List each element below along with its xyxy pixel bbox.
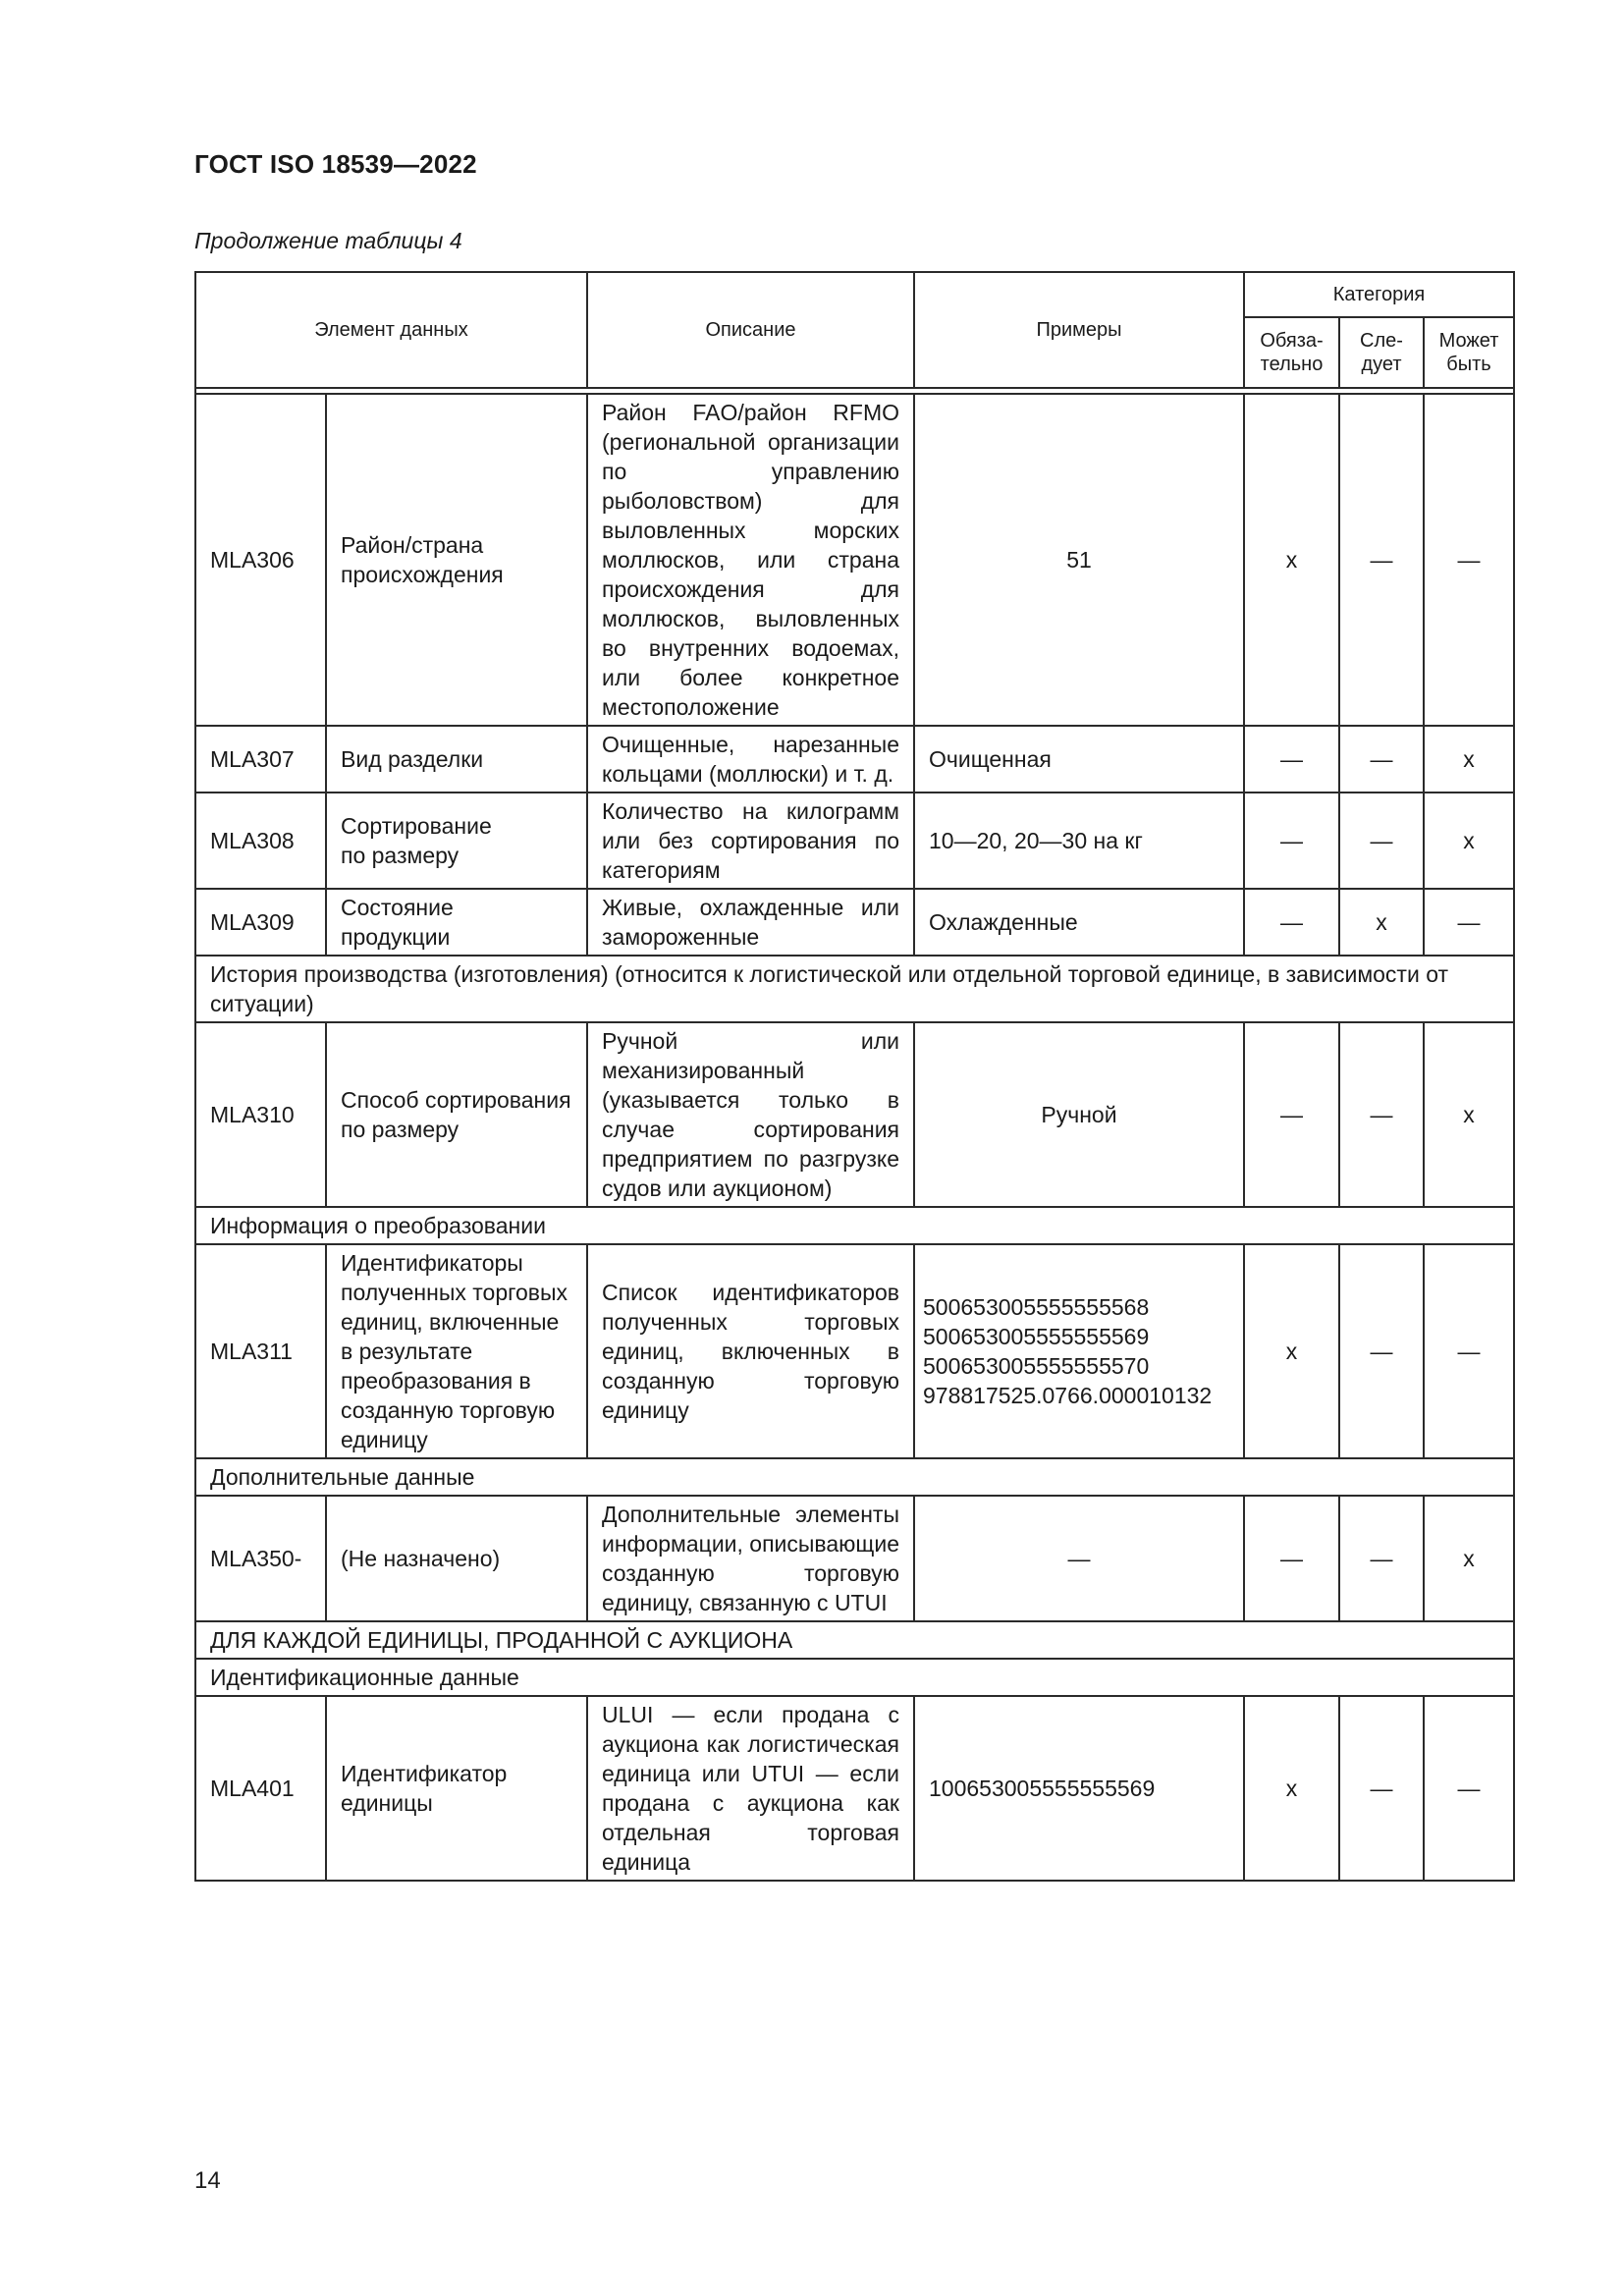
header-description: Описание bbox=[587, 272, 914, 388]
header-examples: Примеры bbox=[914, 272, 1244, 388]
element-code: MLA308 bbox=[195, 793, 326, 889]
section-production-history: История производства (изготовления) (относится к логистической или отдельной торговой единице, в зависимости от ситуации) bbox=[195, 956, 1514, 1022]
element-example: Ручной bbox=[914, 1022, 1244, 1207]
section-row bbox=[195, 1659, 1514, 1696]
element-name: Идентификатор единицы bbox=[326, 1696, 587, 1881]
header-category: Категория bbox=[1244, 272, 1514, 317]
section-row bbox=[195, 1458, 1514, 1496]
element-description: Количество на килограмм или без сортирования по категориям bbox=[587, 793, 914, 889]
element-example: 500653005555555568 500653005555555569 500653005555555570 978817525.0766.000010132 bbox=[914, 1244, 1244, 1458]
section-additional-data: Дополнительные данные bbox=[195, 1458, 1514, 1496]
element-example: 51 bbox=[914, 394, 1244, 726]
element-description: Очищенные, нарезанные кольцами (моллюски) и т. д. bbox=[587, 726, 914, 793]
element-example: Охлажденные bbox=[914, 889, 1244, 956]
category-may: — bbox=[1424, 1696, 1514, 1881]
category-should: — bbox=[1339, 394, 1424, 726]
category-should: — bbox=[1339, 726, 1424, 793]
element-description: ULUI — если продана с аукциона как логистическая единица или UTUI — если продана с аукциона как отдельная торговая единица bbox=[587, 1696, 914, 1881]
category-may: x bbox=[1424, 726, 1514, 793]
section-row bbox=[195, 1621, 1514, 1659]
table-row bbox=[195, 1022, 1514, 1207]
category-may: — bbox=[1424, 889, 1514, 956]
category-mandatory: — bbox=[1244, 1496, 1339, 1621]
category-mandatory: x bbox=[1244, 394, 1339, 726]
category-should: — bbox=[1339, 1696, 1424, 1881]
table-row bbox=[195, 889, 1514, 956]
element-example: 100653005555555569 bbox=[914, 1696, 1244, 1881]
element-description: Район FAO/район RFMO (региональной организации по управлению рыболовством) для выловленных морских моллюсков, или страна происхождения для моллюсков, выловленных во внутренних водоемах, или более конкретное местоположение bbox=[587, 394, 914, 726]
category-may: x bbox=[1424, 793, 1514, 889]
table-row bbox=[195, 726, 1514, 793]
category-should: — bbox=[1339, 793, 1424, 889]
element-name: Сортирование по размеру bbox=[326, 793, 587, 889]
category-should: — bbox=[1339, 1244, 1424, 1458]
category-mandatory: x bbox=[1244, 1696, 1339, 1881]
category-should: — bbox=[1339, 1022, 1424, 1207]
table-row bbox=[195, 1496, 1514, 1621]
table-row bbox=[195, 394, 1514, 726]
section-identification: Идентификационные данные bbox=[195, 1659, 1514, 1696]
header-mandatory: Обяза- тельно bbox=[1244, 317, 1339, 388]
page-number: 14 bbox=[194, 2167, 221, 2194]
section-row bbox=[195, 956, 1514, 1022]
element-example: Очищенная bbox=[914, 726, 1244, 793]
category-mandatory: — bbox=[1244, 726, 1339, 793]
element-description: Ручной или механизированный (указывается только в случае сортирования предприятием по разгрузке судов или аукционом) bbox=[587, 1022, 914, 1207]
header-should: Сле- дует bbox=[1339, 317, 1424, 388]
header-may: Может быть bbox=[1424, 317, 1514, 388]
element-name: Район/страна происхождения bbox=[326, 394, 587, 726]
table-header-row bbox=[195, 272, 1514, 317]
table-caption: Продолжение таблицы 4 bbox=[194, 228, 462, 253]
table-row bbox=[195, 793, 1514, 889]
category-mandatory: — bbox=[1244, 889, 1339, 956]
table-row bbox=[195, 1696, 1514, 1881]
table-row bbox=[195, 1244, 1514, 1458]
element-code: MLA401 bbox=[195, 1696, 326, 1881]
category-mandatory: — bbox=[1244, 793, 1339, 889]
element-code: MLA310 bbox=[195, 1022, 326, 1207]
section-auction-units: ДЛЯ КАЖДОЙ ЕДИНИЦЫ, ПРОДАННОЙ С АУКЦИОНА bbox=[195, 1621, 1514, 1659]
element-code: MLA306 bbox=[195, 394, 326, 726]
category-may: — bbox=[1424, 1244, 1514, 1458]
header-element: Элемент данных bbox=[195, 272, 587, 388]
category-mandatory: x bbox=[1244, 1244, 1339, 1458]
element-description: Дополнительные элементы информации, описывающие созданную торговую единицу, связанную с UTUI bbox=[587, 1496, 914, 1621]
section-row bbox=[195, 1207, 1514, 1244]
category-may: x bbox=[1424, 1496, 1514, 1621]
element-code: MLA309 bbox=[195, 889, 326, 956]
element-description: Живые, охлажденные или замороженные bbox=[587, 889, 914, 956]
element-code: MLA311 bbox=[195, 1244, 326, 1458]
category-should: x bbox=[1339, 889, 1424, 956]
element-example: — bbox=[914, 1496, 1244, 1621]
section-transformation: Информация о преобразовании bbox=[195, 1207, 1514, 1244]
category-may: — bbox=[1424, 394, 1514, 726]
element-name: Идентификаторы полученных торговых единиц, включенные в результате преобразования в созданную торговую единицу bbox=[326, 1244, 587, 1458]
element-code: MLA350- bbox=[195, 1496, 326, 1621]
document-title: ГОСТ ISO 18539—2022 bbox=[194, 149, 477, 179]
element-name: Способ сортирования по размеру bbox=[326, 1022, 587, 1207]
category-should: — bbox=[1339, 1496, 1424, 1621]
element-code: MLA307 bbox=[195, 726, 326, 793]
category-mandatory: — bbox=[1244, 1022, 1339, 1207]
element-name: Состояние продукции bbox=[326, 889, 587, 956]
element-example: 10—20, 20—30 на кг bbox=[914, 793, 1244, 889]
category-may: x bbox=[1424, 1022, 1514, 1207]
data-elements-table bbox=[194, 271, 1515, 1882]
element-name: (Не назначено) bbox=[326, 1496, 587, 1621]
element-name: Вид разделки bbox=[326, 726, 587, 793]
element-description: Список идентификаторов полученных торговых единиц, включенных в созданную торговую единицу bbox=[587, 1244, 914, 1458]
